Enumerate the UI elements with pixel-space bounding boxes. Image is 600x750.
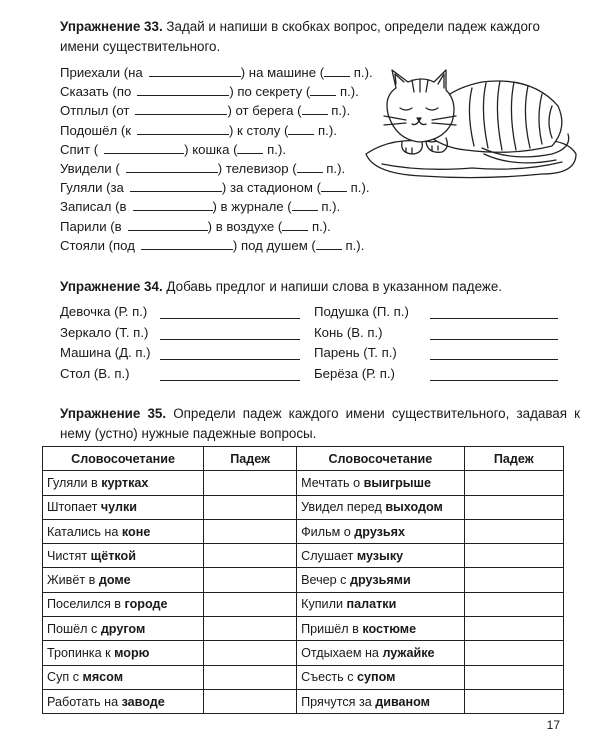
case-answer-cell[interactable] (464, 641, 563, 665)
case-blank[interactable] (310, 83, 336, 96)
noun-bold: доме (98, 573, 131, 588)
ex35-heading (60, 404, 580, 444)
ex34-right-word: Парень (Т. п.) (314, 345, 397, 360)
ex33-line-middle: ) на машине ( (240, 65, 325, 80)
phrase-cell (43, 544, 204, 568)
case-answer-cell[interactable] (464, 592, 563, 616)
ex33-line-end: п.). (308, 218, 331, 234)
phrase-cell (43, 519, 204, 543)
ex33-line-middle: ) за стадионом ( (221, 180, 321, 196)
phrase-cell (43, 641, 204, 665)
header-phrase-right: Словосочетание (297, 447, 464, 471)
case-blank[interactable] (316, 237, 342, 250)
noun-bold: городе (124, 597, 168, 612)
phrase-text: Тропинка к (47, 646, 115, 661)
ex34-answer-line[interactable] (430, 338, 558, 340)
case-answer-cell[interactable] (204, 568, 297, 592)
phrase-cell (43, 471, 204, 495)
ex35-instructions: Определи падеж каждого имени существительного, задавая к нему (устно) нужные падежные вопросы. (60, 406, 580, 441)
noun-bold: коне (121, 524, 151, 539)
phrase-text: Пошёл с (47, 621, 101, 636)
phrase-cell (297, 617, 464, 641)
phrase-text: Мечтать о (301, 475, 364, 490)
noun-bold: друзьями (349, 573, 411, 588)
ex33-heading (60, 17, 580, 57)
phrase-cell (297, 665, 464, 689)
ex34-answer-line[interactable] (430, 379, 558, 381)
ex34-answer-line[interactable] (160, 358, 300, 360)
header-case-left: Падеж (204, 447, 297, 471)
noun-bold: другом (100, 621, 146, 636)
ex33-line-middle: ) в журнале ( (212, 199, 292, 215)
ex33-line-end: п.). (327, 103, 351, 119)
ex34-answer-line[interactable] (160, 317, 300, 319)
case-answer-cell[interactable] (464, 568, 563, 592)
noun-bold: друзьях (354, 524, 406, 539)
phrase-text: Штопает (47, 500, 101, 515)
case-table-row (43, 519, 564, 543)
ex34-answer-line[interactable] (160, 379, 300, 381)
ex33-line-start: Отплыл (от (60, 103, 130, 119)
phrase-text: Вечер с (301, 573, 350, 588)
phrase-cell (43, 592, 204, 616)
phrase-cell (43, 689, 204, 713)
ex33-line (60, 101, 350, 121)
ex33-line-start: Записал (в (60, 199, 127, 215)
answer-blank[interactable] (137, 83, 229, 96)
case-answer-cell[interactable] (204, 689, 297, 713)
ex35-label: Упражнение 35. (60, 406, 167, 421)
ex33-line-end: п.). (317, 199, 341, 215)
ex34-label: Упражнение 34. (60, 279, 163, 294)
phrase-cell (297, 495, 464, 519)
ex34-left-word: Зеркало (Т. п.) (60, 324, 149, 340)
ex34-heading (60, 277, 580, 297)
ex34-answer-line[interactable] (430, 317, 558, 319)
phrase-cell (43, 665, 204, 689)
ex33-line-end: п.). (314, 122, 337, 138)
phrase-cell (297, 592, 464, 616)
case-answer-cell[interactable] (204, 495, 297, 519)
noun-bold: палатки (346, 597, 397, 612)
case-blank[interactable] (292, 198, 318, 211)
phrase-cell (43, 495, 204, 519)
noun-bold: выигрыше (363, 475, 432, 490)
phrase-cell (297, 471, 464, 495)
noun-bold: куртках (101, 475, 149, 490)
ex33-line (60, 217, 331, 237)
case-table-row (43, 641, 564, 665)
answer-blank[interactable] (104, 141, 184, 154)
case-answer-cell[interactable] (204, 519, 297, 543)
noun-bold: лужайке (382, 646, 435, 661)
case-table-row (43, 568, 564, 592)
ex33-line-start: Увидели ( (60, 161, 120, 176)
case-answer-cell[interactable] (204, 617, 297, 641)
phrase-cell (43, 568, 204, 592)
ex34-left-word: Стол (В. п.) (60, 365, 130, 381)
noun-bold: выходом (385, 500, 443, 515)
ex33-line-end: п.). (336, 84, 359, 100)
noun-bold: мясом (82, 670, 124, 685)
case-table-row (43, 689, 564, 713)
phrase-text: Гуляли в (47, 475, 102, 490)
ex33-line-start: Парили (в (60, 218, 122, 234)
case-answer-cell[interactable] (204, 544, 297, 568)
ex33-line (60, 140, 286, 160)
noun-bold: музыку (356, 548, 404, 563)
case-answer-cell[interactable] (464, 519, 563, 543)
phrase-cell (43, 617, 204, 641)
answer-blank[interactable] (133, 198, 213, 211)
ex33-line (60, 82, 359, 102)
page-number: 17 (546, 718, 560, 732)
ex34-right-word: Конь (В. п.) (314, 324, 383, 340)
phrase-text: Работать на (47, 694, 122, 709)
noun-bold: диваном (375, 694, 430, 709)
case-blank[interactable] (288, 122, 314, 135)
case-table-row (43, 495, 564, 519)
ex33-line-end: п.). (341, 237, 365, 253)
noun-bold: морю (114, 646, 150, 661)
ex33-line-end: п.). (263, 141, 287, 157)
phrase-text: Фильм о (301, 524, 355, 539)
case-blank[interactable] (282, 218, 308, 231)
answer-blank[interactable] (149, 64, 241, 77)
noun-bold: костюме (362, 621, 417, 636)
phrase-text: Живёт в (47, 573, 99, 588)
case-table-row (43, 544, 564, 568)
ex33-line (60, 63, 373, 83)
ex33-line-middle: ) от берега ( (227, 103, 302, 119)
case-answer-cell[interactable] (204, 641, 297, 665)
case-table (42, 446, 564, 714)
ex33-line-middle: ) кошка ( (184, 141, 238, 157)
case-blank[interactable] (302, 102, 328, 115)
ex34-answer-line[interactable] (160, 338, 300, 340)
phrase-text: Съесть с (301, 670, 358, 685)
case-answer-cell[interactable] (464, 495, 563, 519)
sleeping-cat-illustration (362, 62, 582, 180)
noun-bold: заводе (121, 694, 165, 709)
phrase-cell (297, 641, 464, 665)
case-answer-cell[interactable] (204, 665, 297, 689)
ex33-line-middle: ) телевизор ( (217, 161, 297, 176)
case-table-row (43, 471, 564, 495)
case-table-row (43, 617, 564, 641)
ex33-line (60, 121, 337, 141)
ex33-line-middle: ) к столу ( (229, 122, 289, 138)
case-table-row (43, 665, 564, 689)
case-answer-cell[interactable] (204, 592, 297, 616)
phrase-text: Пришёл в (301, 621, 363, 636)
case-answer-cell[interactable] (464, 544, 563, 568)
answer-blank[interactable] (135, 102, 227, 115)
case-blank[interactable] (297, 160, 323, 173)
case-answer-cell[interactable] (464, 689, 563, 713)
case-table-header (43, 447, 564, 471)
phrase-text: Купили (301, 597, 347, 612)
phrase-text: Чистят (47, 548, 91, 563)
ex33-line-end: п.). (346, 180, 370, 196)
ex34-instructions: Добавь предлог и напиши слова в указанном падеже. (166, 279, 502, 294)
answer-blank[interactable] (137, 122, 229, 135)
ex33-line (60, 159, 345, 179)
ex33-line-start: Приехали (на (60, 65, 143, 80)
noun-bold: супом (357, 670, 396, 685)
ex33-line (60, 178, 370, 198)
case-answer-cell[interactable] (464, 665, 563, 689)
ex33-instructions: Задай и напиши в скобках вопрос, определи падеж каждого имени существительного. (60, 19, 540, 54)
phrase-cell (297, 568, 464, 592)
ex33-line (60, 236, 364, 256)
ex34-left-word: Девочка (Р. п.) (60, 304, 148, 319)
ex33-line-end: п.). (350, 65, 373, 80)
header-case-right: Падеж (464, 447, 563, 471)
noun-bold: щёткой (90, 548, 136, 563)
phrase-cell (297, 689, 464, 713)
ex33-line-start: Подошёл (к (60, 122, 131, 138)
ex33-line-start: Гуляли (за (60, 180, 124, 196)
phrase-text: Слушает (301, 548, 357, 563)
ex33-label: Упражнение 33. (60, 19, 163, 34)
ex33-line-start: Стояли (под (60, 237, 135, 253)
noun-bold: чулки (100, 500, 138, 515)
case-answer-cell[interactable] (464, 471, 563, 495)
phrase-cell (297, 544, 464, 568)
case-blank[interactable] (237, 141, 263, 154)
answer-blank[interactable] (130, 179, 222, 192)
phrase-text: Увидел перед (301, 500, 386, 515)
ex33-line-end: п.). (322, 161, 346, 176)
phrase-cell (297, 519, 464, 543)
header-phrase-left: Словосочетание (43, 447, 204, 471)
phrase-text: Прячутся за (301, 694, 376, 709)
ex34-right-word: Берёза (Р. п.) (314, 365, 395, 381)
phrase-text: Катались на (47, 524, 122, 539)
ex33-line-middle: ) в воздухе ( (207, 218, 283, 234)
answer-blank[interactable] (126, 160, 218, 173)
phrase-text: Суп с (47, 670, 83, 685)
answer-blank[interactable] (141, 237, 233, 250)
ex33-line-middle: ) под душем ( (232, 237, 316, 253)
ex33-line-middle: ) по секрету ( (229, 84, 311, 100)
ex33-line-start: Спит ( (60, 141, 99, 157)
ex34-right-word: Подушка (П. п.) (314, 304, 409, 319)
ex33-line (60, 197, 340, 217)
case-blank[interactable] (324, 64, 350, 77)
answer-blank[interactable] (128, 218, 208, 231)
ex33-line-start: Сказать (по (60, 84, 132, 100)
ex34-answer-line[interactable] (430, 358, 558, 360)
ex34-left-word: Машина (Д. п.) (60, 345, 151, 360)
case-answer-cell[interactable] (464, 617, 563, 641)
case-answer-cell[interactable] (204, 471, 297, 495)
case-table-row (43, 592, 564, 616)
case-blank[interactable] (321, 179, 347, 192)
phrase-text: Поселился в (47, 597, 125, 612)
phrase-text: Отдыхаем на (301, 646, 383, 661)
